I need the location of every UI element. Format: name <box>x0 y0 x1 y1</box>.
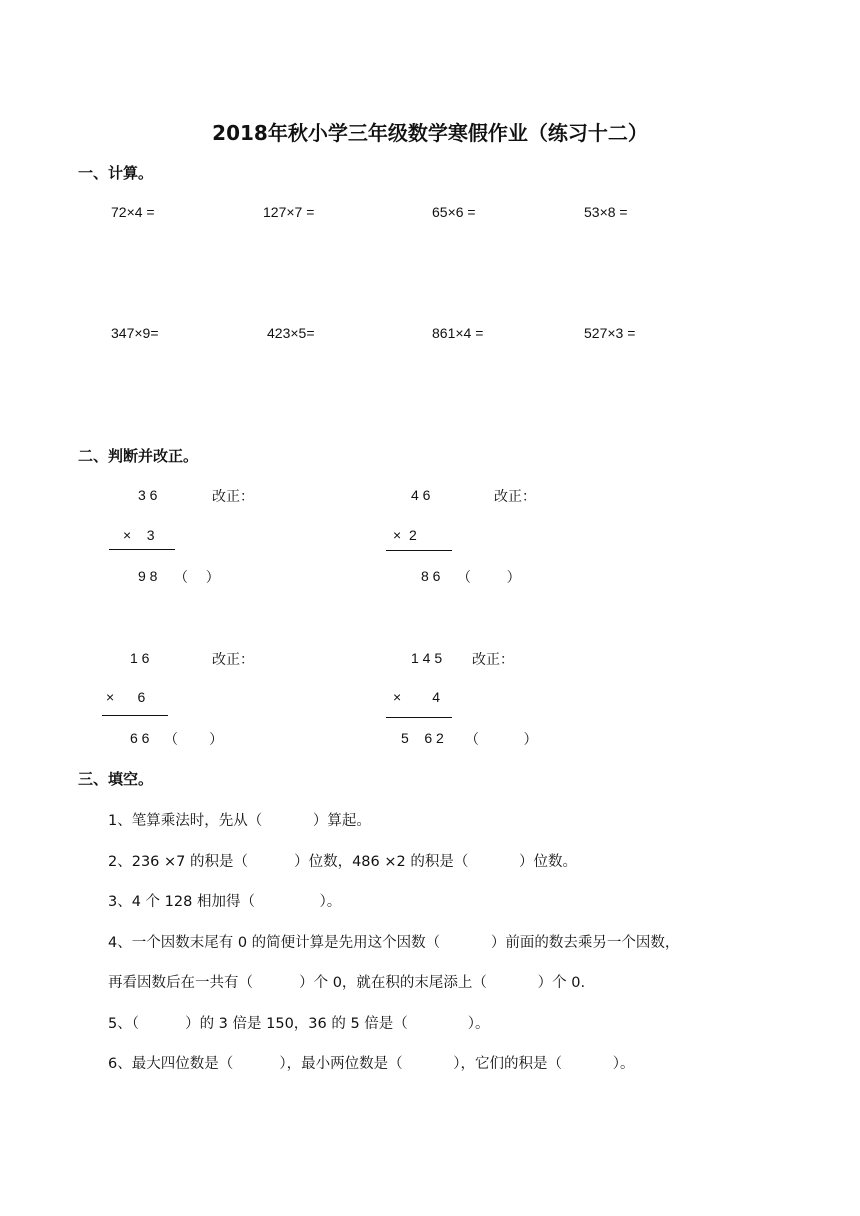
correction-label: 改正： <box>212 489 254 505</box>
vertical-multiplier: × 2 <box>393 527 417 543</box>
section-heading-calculate: 一、计算。 <box>78 164 154 182</box>
judgement-parentheses: （ ） <box>457 570 521 586</box>
calc-problem: 53×8 = <box>584 204 628 220</box>
fill-question-4: 4、一个因数末尾有 0 的简便计算是先用这个因数（ ）前面的数去乘另一个因数， <box>108 935 680 951</box>
vertical-rule <box>386 550 452 551</box>
judgement-parentheses: （ ） <box>164 732 224 748</box>
vertical-multiplier: × 3 <box>123 527 155 543</box>
fill-question-3: 3、4 个 128 相加得（ ）。 <box>108 894 342 910</box>
fill-question-6: 6、最大四位数是（ ），最小两位数是（ ），它们的积是（ ）。 <box>108 1056 635 1072</box>
fill-question-5: 5、（ ）的 3 倍是 150，36 的 5 倍是（ ）。 <box>108 1016 490 1032</box>
vertical-result: 9 8 <box>138 568 158 584</box>
correction-label: 改正： <box>472 652 514 668</box>
fill-question-1: 1、笔算乘法时，先从（ ）算起。 <box>108 813 371 829</box>
vertical-top-number: 4 6 <box>411 487 431 503</box>
fill-question-4-continued: 再看因数后在一共有（ ）个 0，就在积的末尾添上（ ）个 0. <box>108 975 586 991</box>
correction-label: 改正： <box>212 652 254 668</box>
vertical-top-number: 1 4 5 <box>411 650 443 666</box>
calc-problem: 65×6 = <box>432 204 476 220</box>
vertical-result: 6 6 <box>130 730 150 746</box>
vertical-top-number: 1 6 <box>130 650 150 666</box>
vertical-rule <box>102 715 168 716</box>
vertical-result: 8 6 <box>421 568 441 584</box>
vertical-rule <box>109 549 175 550</box>
vertical-multiplier: × 4 <box>393 689 441 705</box>
section-heading-judge: 二、判断并改正。 <box>78 447 199 465</box>
fill-question-2: 2、236 ×7 的积是（ ）位数，486 ×2 的积是（ ）位数。 <box>108 854 578 870</box>
calc-problem: 72×4 = <box>111 204 155 220</box>
vertical-top-number: 3 6 <box>138 487 158 503</box>
vertical-multiplier: × 6 <box>106 689 146 705</box>
calc-problem: 127×7 = <box>263 204 315 220</box>
calc-problem: 347×9= <box>111 325 159 341</box>
judgement-parentheses: （ ） <box>465 732 538 748</box>
vertical-rule <box>386 717 452 718</box>
calc-problem: 861×4 = <box>432 325 484 341</box>
calc-problem: 423×5= <box>267 325 315 341</box>
vertical-result: 5 6 2 <box>401 730 444 746</box>
section-heading-fill-in: 三、填空。 <box>78 770 154 788</box>
correction-label: 改正： <box>494 489 536 505</box>
calc-problem: 527×3 = <box>584 325 636 341</box>
page-title: 2018年秋小学三年级数学寒假作业（练习十二） <box>212 121 648 145</box>
judgement-parentheses: （ ） <box>174 570 220 586</box>
